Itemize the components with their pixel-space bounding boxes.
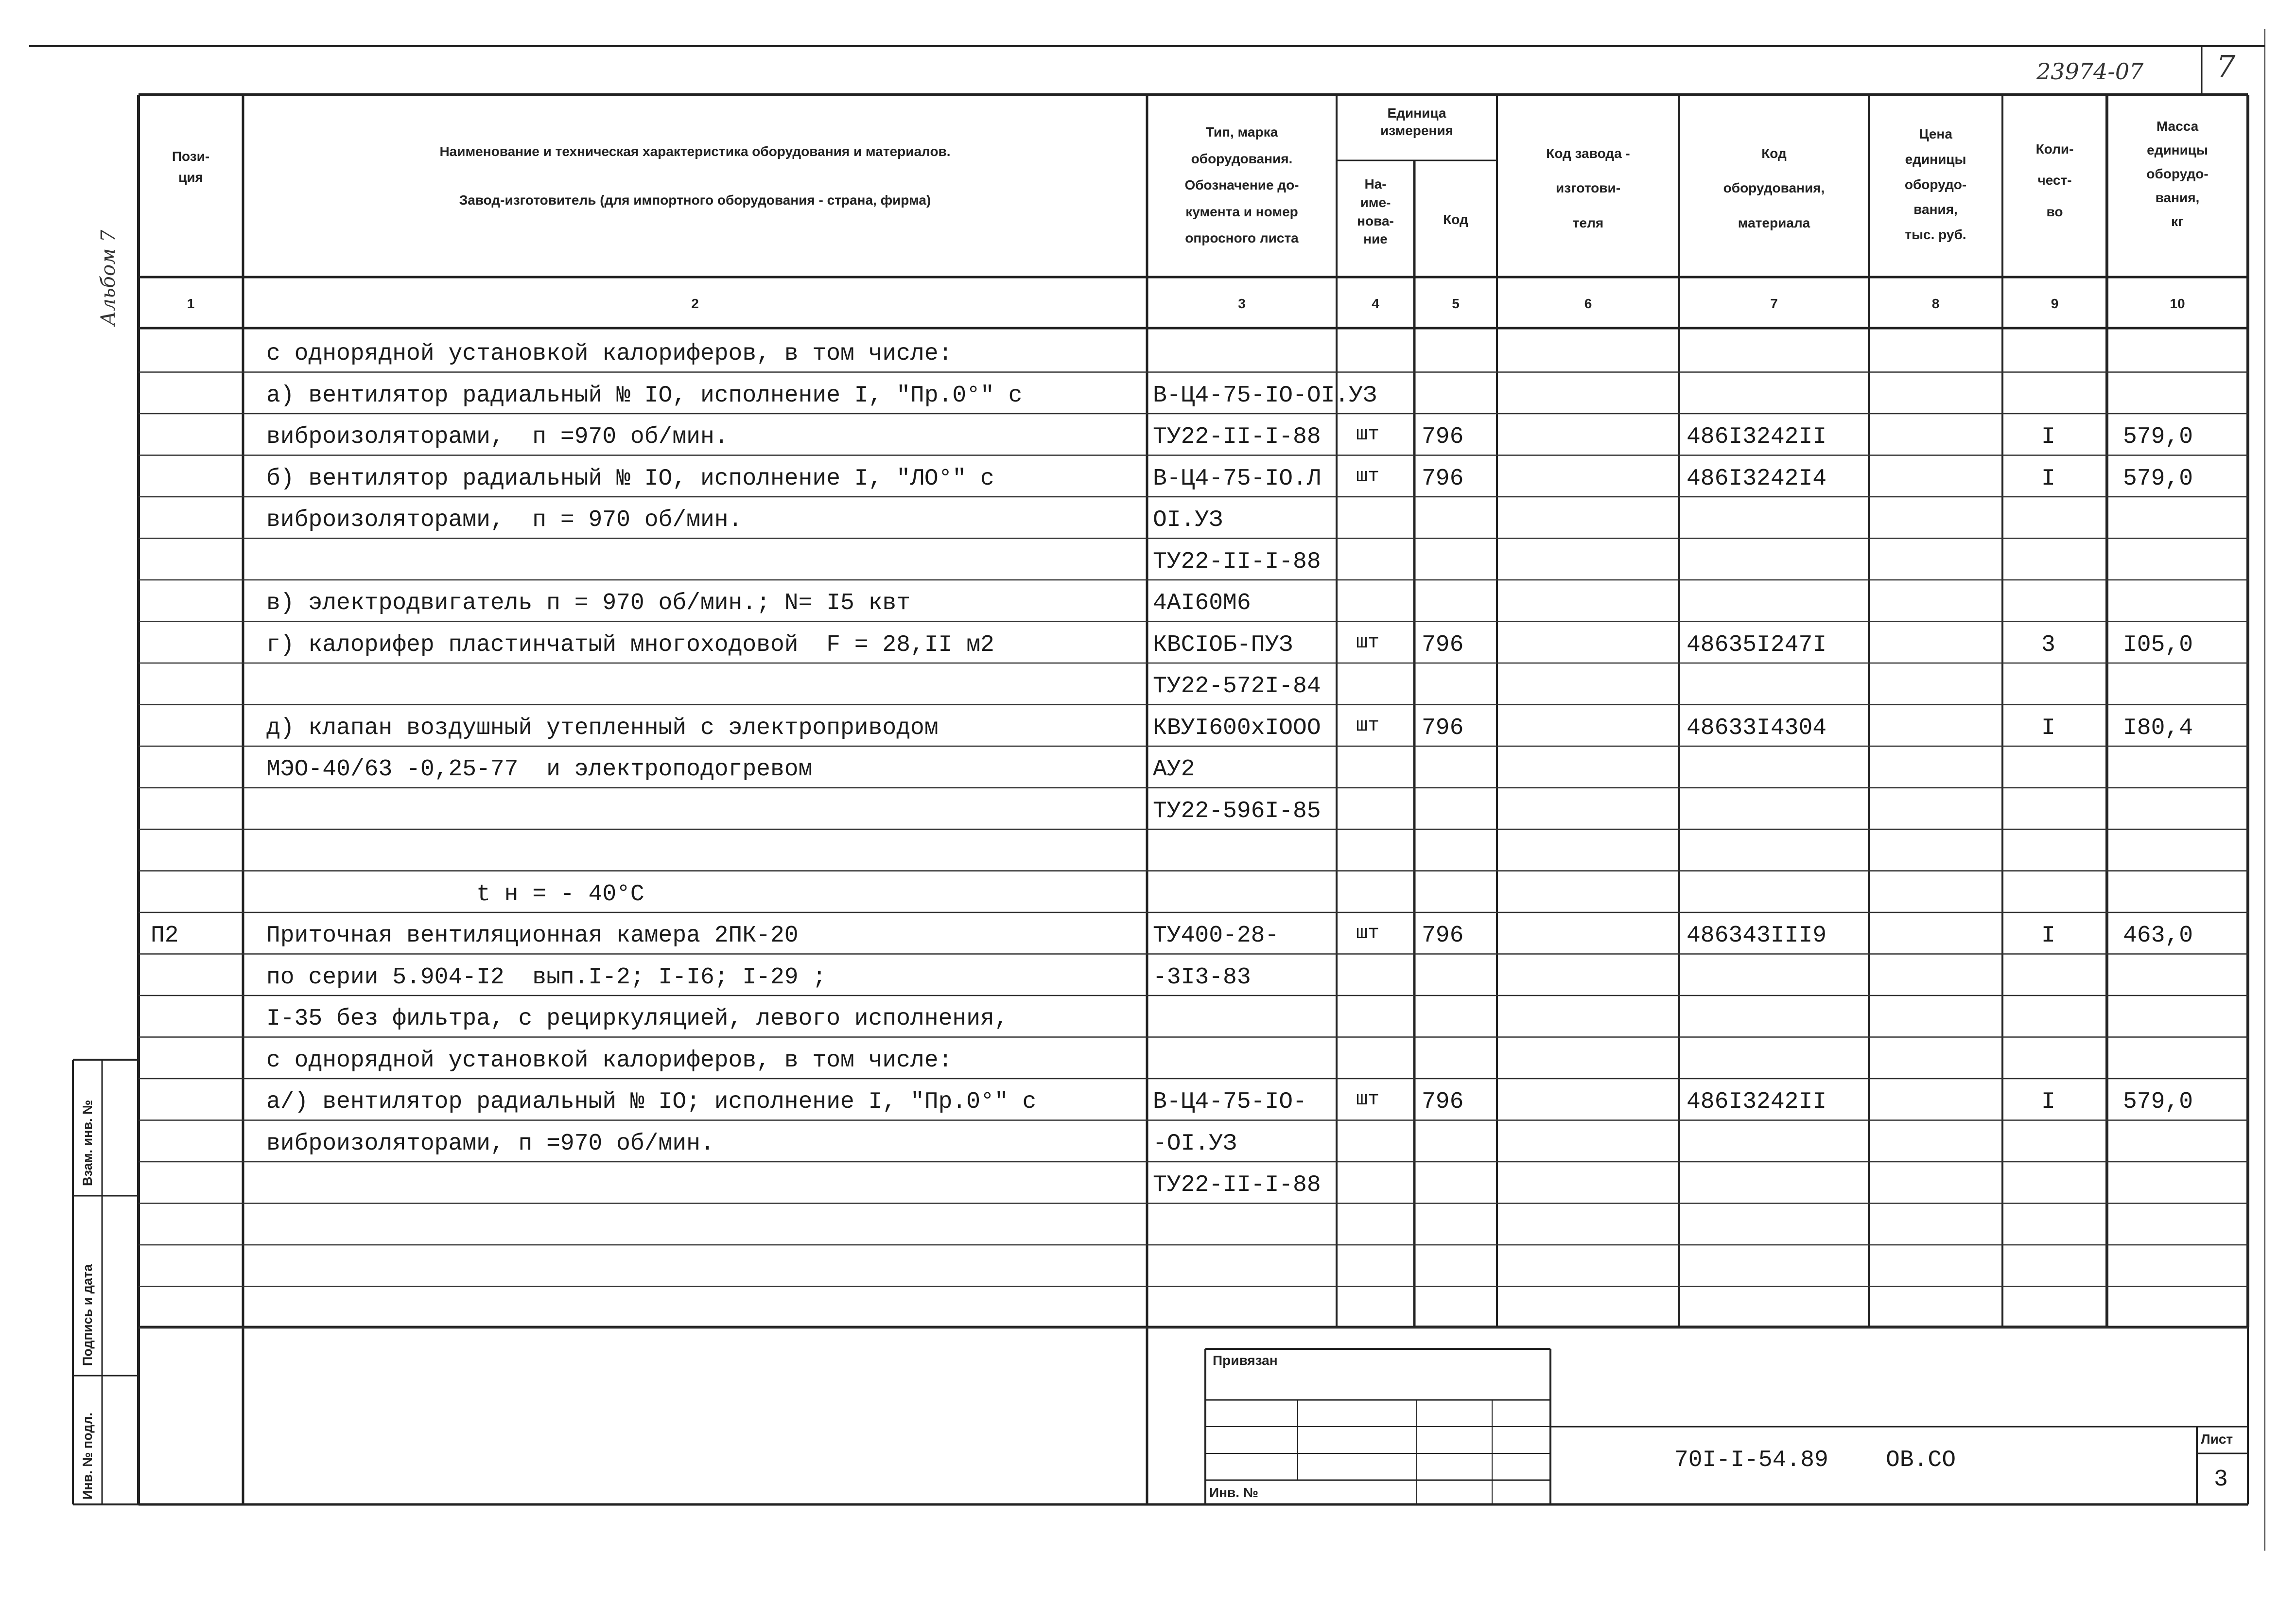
cell-mass: 579,0 (2123, 465, 2193, 492)
cell-type: OI.УЗ (1153, 507, 1223, 533)
stamp-sheet-number: 3 (2214, 1467, 2228, 1493)
cell-unit: шт (1356, 465, 1380, 488)
cell-unit-code: 796 (1422, 715, 1464, 741)
side-label-sign-date: Подпись и дата (80, 1264, 95, 1366)
header-type: Тип, марка оборудования. Обозначение до- кумента и номер опросного листа (1184, 124, 1299, 246)
cell-type: ТУ22-II-I-88 (1153, 1172, 1321, 1198)
cell-quantity: I (2041, 424, 2055, 450)
cell-equipment-code: 486I3242I4 (1687, 465, 1827, 492)
cell-mass: I80,4 (2123, 715, 2193, 741)
cell-type: ТУ22-596I-85 (1153, 798, 1321, 824)
side-label-replace-inv: Взам. инв. № (80, 1100, 95, 1186)
page-number: 7 (2216, 49, 2236, 84)
cell-name: а) вентилятор радиальный № IO, исполнение I, "Пр.0°" с (266, 382, 1023, 409)
cell-quantity: I (2041, 715, 2055, 741)
header-name-line2: Завод-изготовитель (для импортного оборудования - страна, фирма) (459, 192, 931, 208)
cell-type: АУ2 (1153, 756, 1195, 783)
cell-name: г) калорифер пластинчатый многоходовой F = 28,II м2 (266, 631, 994, 658)
cell-unit: шт (1356, 923, 1380, 944)
cell-unit-code: 796 (1422, 424, 1464, 450)
cell-name: I-35 без фильтра, с рециркуляцией, левого исполнения, (266, 1006, 1009, 1032)
col-number: 6 (1584, 296, 1592, 311)
col-number: 1 (187, 296, 195, 311)
cell-unit-code: 796 (1422, 923, 1464, 949)
cell-type: В-Ц4-75-IO-OI.УЗ (1153, 382, 1377, 409)
header-quantity: Коли- чест- во (2035, 141, 2074, 219)
cell-type: -3I3-83 (1153, 964, 1251, 991)
cell-name: по серии 5.904-I2 вып.I-2; I-I6; I-29 ; (266, 964, 827, 991)
cell-unit: шт (1356, 715, 1380, 737)
cell-equipment-code: 486343III9 (1687, 923, 1827, 949)
cell-quantity: I (2041, 465, 2055, 492)
cell-mass: 579,0 (2123, 424, 2193, 450)
cell-quantity: 3 (2041, 631, 2055, 658)
col-number: 9 (2051, 296, 2059, 311)
cell-name: с однорядной установкой калориферов, в том числе: (266, 341, 953, 367)
cell-name: а/) вентилятор радиальный № IO; исполнение I, "Пр.0°" с (266, 1089, 1037, 1115)
cell-type: ТУ22-II-I-88 (1153, 548, 1321, 575)
cell-type: ТУ400-28- (1153, 923, 1279, 949)
album-label: Альбом 7 (97, 229, 120, 326)
header-plant-code: Код завода - изготови- теля (1546, 146, 1630, 230)
doc-number-handwritten: 23974-07 (2036, 58, 2144, 85)
side-label-inv-orig: Инв. № подл. (80, 1412, 95, 1500)
cell-name: виброизоляторами, п = 970 об/мин. (266, 507, 743, 533)
cell-quantity: I (2041, 1089, 2055, 1115)
cell-name: с однорядной установкой калориферов, в том числе: (266, 1047, 953, 1074)
cell-name: МЭО-40/63 -0,25-77 и электроподогревом (266, 756, 813, 783)
cell-type: В-Ц4-75-IO- (1153, 1089, 1307, 1115)
cell-mass: 579,0 (2123, 1089, 2193, 1115)
col-number: 7 (1770, 296, 1778, 311)
cell-unit: шт (1356, 1089, 1380, 1111)
cell-unit-code: 796 (1422, 631, 1464, 658)
stamp-attached-label: Привязан (1213, 1353, 1278, 1368)
cell-unit: шт (1356, 631, 1380, 654)
cell-unit-code: 796 (1422, 1089, 1464, 1115)
cell-mass: I05,0 (2123, 631, 2193, 658)
header-mass: Масса единицы оборудо- вания, кг (2146, 119, 2209, 229)
cell-type: В-Ц4-75-IO.Л (1153, 465, 1321, 492)
col-number: 3 (1238, 296, 1246, 311)
cell-name: t н = - 40°С (266, 881, 644, 908)
cell-name: Приточная вентиляционная камера 2ПК-20 (266, 923, 799, 949)
cell-name: виброизоляторами, п =970 об/мин. (266, 424, 729, 450)
col-number: 4 (1372, 296, 1379, 311)
header-name-line1: Наименование и техническая характеристика оборудования и материалов. (439, 144, 951, 159)
cell-quantity: I (2041, 923, 2055, 949)
cell-name: б) вентилятор радиальный № IO, исполнение I, "ЛО°" с (266, 465, 994, 492)
cell-position: П2 (151, 923, 179, 949)
cell-unit: шт (1356, 424, 1380, 446)
stamp-inv-label: Инв. № (1209, 1485, 1259, 1500)
col-number: 5 (1452, 296, 1460, 311)
header-unit-group: Единица измерения (1380, 105, 1453, 139)
stamp-doc-code: 70I-I-54.89 (1674, 1447, 1828, 1473)
cell-type: КВУI600xIOOO (1153, 715, 1321, 741)
header-unit-code: Код (1443, 212, 1468, 227)
header-unit-name: На- име- нова- ние (1357, 176, 1394, 247)
cell-type: КВСIOБ-ПУЗ (1153, 631, 1293, 658)
cell-equipment-code: 486I3242II (1687, 424, 1827, 450)
cell-equipment-code: 48635I247I (1687, 631, 1827, 658)
cell-equipment-code: 486I3242II (1687, 1089, 1827, 1115)
col-number: 2 (691, 296, 699, 311)
stamp-sheet-label: Лист (2201, 1432, 2233, 1447)
cell-name: в) электродвигатель п = 970 об/мин.; N= I5 квт (266, 590, 911, 616)
cell-unit-code: 796 (1422, 465, 1464, 492)
cell-type: 4AI60M6 (1153, 590, 1251, 616)
cell-type: ТУ22-II-I-88 (1153, 424, 1321, 450)
col-number: 8 (1931, 296, 1940, 311)
cell-equipment-code: 48633I4304 (1687, 715, 1827, 741)
cell-type: -OI.УЗ (1153, 1130, 1237, 1157)
cell-name: виброизоляторами, п =970 об/мин. (266, 1130, 714, 1157)
header-position: Пози- ция (172, 149, 210, 185)
cell-type: ТУ22-572I-84 (1153, 673, 1321, 699)
cell-name: д) клапан воздушный утепленный с электроприводом (266, 715, 939, 741)
stamp-section: ОВ.СО (1886, 1447, 1956, 1473)
col-number: 10 (2170, 296, 2185, 311)
header-equipment-code: Код оборудования, материала (1723, 146, 1825, 230)
cell-mass: 463,0 (2123, 923, 2193, 949)
header-price: Цена единицы оборудо- вания, тыс. руб. (1904, 126, 1967, 243)
